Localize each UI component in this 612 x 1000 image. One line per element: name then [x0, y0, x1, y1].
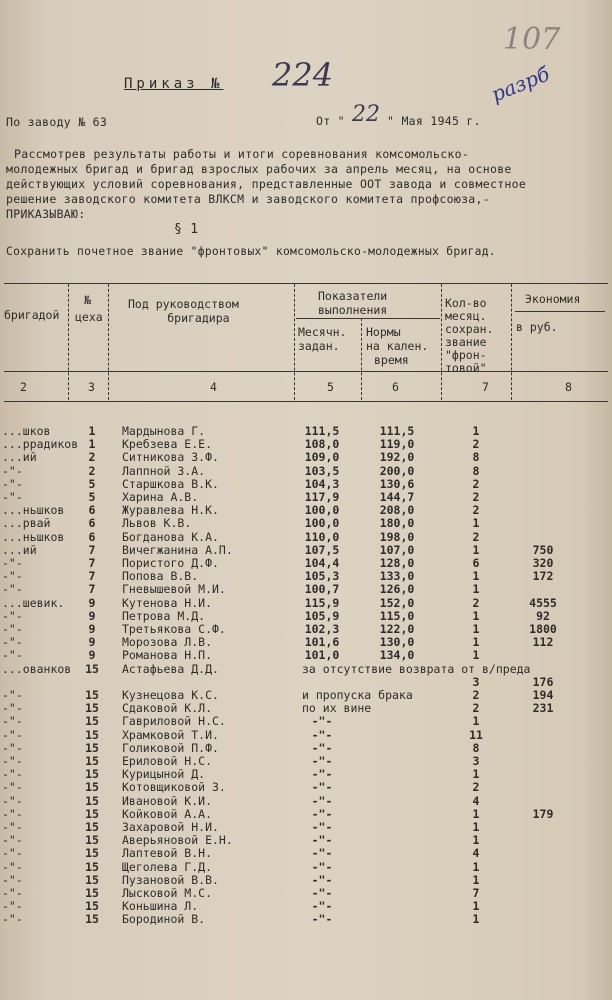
col-separator — [68, 284, 69, 400]
cell-c4: Романова Н.П. — [122, 648, 213, 663]
cell-c6: 152,0 — [379, 595, 415, 610]
cell-c3: 7 — [88, 569, 96, 584]
col-separator — [108, 284, 109, 400]
cell-c6: 107,0 — [379, 542, 415, 557]
cell-c6: 130,0 — [379, 635, 415, 650]
cell-c4: Морозова Л.В. — [122, 635, 213, 650]
order-title: Приказ № — [124, 76, 224, 92]
cell-c7: 1 — [472, 582, 480, 597]
table-row — [0, 820, 612, 833]
cell-c3: 7 — [88, 542, 96, 557]
col-number: 2 — [20, 380, 27, 394]
cell-c7: 1 — [472, 635, 480, 650]
col-separator — [511, 284, 512, 400]
header-monthly-task: Месячн. задан. — [298, 325, 347, 353]
cell-c1: ...шков — [2, 424, 51, 438]
cell-c1: -"- — [2, 806, 23, 821]
cell-c6: 180,0 — [379, 516, 415, 531]
cell-c1: ...шевик. — [2, 595, 65, 610]
cell-c5: -"- — [311, 806, 333, 821]
cell-c5: -"- — [311, 872, 333, 887]
cell-c5: 100,0 — [304, 516, 340, 531]
cell-c4: Журавлева Н.К. — [122, 503, 219, 518]
cell-c4: Астафьева Д.Д. — [122, 661, 219, 676]
cell-c1: -"- — [2, 556, 23, 570]
cell-c4: Кутенова Н.И. — [122, 595, 213, 610]
cell-c6: 208,0 — [379, 503, 415, 518]
cell-c5: 104,4 — [304, 556, 340, 570]
cell-c4: Курицыной Д. — [122, 767, 206, 782]
table-row — [0, 437, 612, 450]
table-row — [0, 648, 612, 661]
cell-c4: Львов К.В. — [122, 516, 192, 531]
cell-c4: Койковой А.А. — [122, 806, 213, 821]
table-row — [0, 622, 612, 635]
cell-c5: 105,3 — [304, 569, 340, 584]
cell-c8: 112 — [532, 635, 554, 650]
cell-note: по их вине — [302, 701, 372, 716]
cell-c7: 2 — [472, 688, 480, 702]
table-row — [0, 477, 612, 490]
cell-c1: ...ованков — [2, 661, 72, 676]
table-row — [0, 860, 612, 873]
cell-c4: Богданова К.А. — [122, 529, 219, 544]
table-row — [0, 714, 612, 727]
cell-c1: -"- — [2, 886, 23, 900]
cell-c8: 176 — [532, 674, 554, 689]
col-number: 7 — [482, 380, 489, 394]
cell-c4: Третьякова С.Ф. — [122, 622, 226, 636]
cell-c3: 15 — [85, 727, 99, 742]
col-number: 3 — [88, 380, 95, 394]
col-number: 4 — [210, 380, 217, 394]
cell-c1: -"- — [2, 872, 23, 887]
table-row — [0, 741, 612, 754]
cell-c4: Кузнецова К.С. — [122, 688, 219, 702]
col-number: 6 — [392, 380, 399, 394]
cell-c1: -"- — [2, 648, 23, 663]
date-day: 22 — [352, 102, 380, 127]
cell-c7: 2 — [472, 476, 480, 491]
cell-c6: 122,0 — [379, 622, 415, 636]
cell-c5: -"- — [311, 793, 333, 808]
cell-c7: 1 — [472, 714, 480, 729]
cell-c4: Лаптевой В.Н. — [122, 846, 213, 861]
cell-c3: 9 — [88, 595, 96, 610]
cell-c5: 115,9 — [304, 595, 340, 610]
cell-c5: -"- — [311, 886, 333, 900]
header-calendar-norms: Нормы на кален. время — [366, 325, 429, 367]
cell-c3: 1 — [88, 424, 96, 438]
cell-c7: 1 — [472, 806, 480, 821]
cell-c4: Ериловой Н.С. — [122, 754, 213, 768]
cell-c3: 15 — [85, 886, 99, 900]
col-separator — [294, 284, 295, 400]
cell-c5: 101,6 — [304, 635, 340, 650]
cell-c3: 6 — [88, 503, 96, 518]
table-row — [0, 490, 612, 503]
cell-c4: Аверьяновой Е.Н. — [122, 833, 233, 848]
cell-c5: 102,3 — [304, 622, 340, 636]
cell-c5: 117,9 — [304, 490, 340, 504]
cell-c8: 231 — [532, 701, 554, 716]
cell-c4: Вичегжанина А.П. — [122, 542, 233, 557]
cell-c1: -"- — [2, 859, 23, 874]
cell-c7: 8 — [472, 740, 480, 755]
cell-note: за отсутствие возврата от в/преда — [302, 661, 531, 676]
cell-c1: -"- — [2, 820, 23, 834]
cell-c5: 101,0 — [304, 648, 340, 663]
cell-c1: ...ньшков — [2, 503, 65, 518]
cell-c6: 198,0 — [379, 529, 415, 544]
cell-c5: 104,3 — [304, 476, 340, 491]
cell-c8: 179 — [532, 806, 554, 821]
cell-c3: 15 — [85, 806, 99, 821]
header-months-kept: Кол-во месяц. сохран. звание "фрон- товой" — [445, 296, 494, 375]
cell-c7: 1 — [472, 569, 480, 584]
cell-c1: ...рвай — [2, 516, 51, 531]
header-bottom-rule — [4, 371, 608, 372]
cell-c3: 15 — [85, 714, 99, 729]
col-number: 8 — [565, 380, 572, 394]
cell-c7: 8 — [472, 450, 480, 465]
cell-c7: 1 — [472, 516, 480, 531]
cell-c7: 7 — [472, 886, 480, 900]
cell-c3: 15 — [85, 701, 99, 716]
cell-c4: Бородиной В. — [122, 912, 206, 927]
preamble-line: ПРИКАЗЫВАЮ: — [6, 207, 86, 221]
cell-c3: 15 — [85, 740, 99, 755]
cell-c7: 1 — [472, 899, 480, 914]
cell-c1: ...ий — [2, 450, 37, 465]
cell-note: и пропуска брака — [302, 688, 413, 702]
cell-c7: 3 — [472, 674, 480, 689]
cell-c5: 107,5 — [304, 542, 340, 557]
cell-c6: 126,0 — [379, 582, 415, 597]
date-suffix: " Мая 1945 г. — [387, 114, 481, 128]
cell-c7: 1 — [472, 608, 480, 623]
cell-c4: Щеголева Г.Д. — [122, 859, 213, 874]
cell-c5: -"- — [311, 899, 333, 914]
cell-c1: -"- — [2, 780, 23, 795]
table-row — [0, 424, 612, 437]
cell-c1: -"- — [2, 622, 23, 636]
cell-c4: Кребзева Е.Е. — [122, 437, 213, 452]
cell-c1: -"- — [2, 476, 23, 491]
subheader-rule — [296, 318, 440, 319]
cell-c1: -"- — [2, 569, 23, 584]
col-separator — [361, 318, 362, 400]
cell-c3: 9 — [88, 608, 96, 623]
cell-c1: -"- — [2, 582, 23, 597]
table-row — [0, 807, 612, 820]
cell-c3: 15 — [85, 661, 99, 676]
cell-c5: 100,0 — [304, 503, 340, 518]
cell-c5: 103,5 — [304, 463, 340, 478]
cell-c7: 1 — [472, 912, 480, 927]
cell-c1: -"- — [2, 912, 23, 927]
cell-c5: -"- — [311, 912, 333, 927]
cell-c7: 4 — [472, 846, 480, 861]
table-row — [0, 833, 612, 846]
cell-c4: Петрова М.Д. — [122, 608, 206, 623]
cell-c7: 2 — [472, 490, 480, 504]
cell-c8: 92 — [536, 608, 550, 623]
cell-c4: Захаровой Н.И. — [122, 820, 219, 834]
table-row — [0, 754, 612, 767]
cell-c7: 1 — [472, 833, 480, 848]
header-shop-label: цеха — [75, 310, 103, 324]
cell-c4: Старшкова В.К. — [122, 476, 219, 491]
table-top-rule — [4, 283, 608, 284]
cell-c5: -"- — [311, 727, 333, 742]
table-row — [0, 464, 612, 477]
cell-c6: 111,5 — [379, 424, 415, 438]
cell-c1: -"- — [2, 727, 23, 742]
cell-c7: 1 — [472, 767, 480, 782]
cell-c3: 15 — [85, 767, 99, 782]
cell-c1: -"- — [2, 688, 23, 702]
plant-label: По заводу № 63 — [6, 115, 108, 129]
archive-number: 107 — [503, 22, 561, 57]
cell-c5: 110,0 — [304, 529, 340, 544]
header-indicators: Показатели выполнения — [318, 289, 388, 317]
cell-c4: Храмковой Т.И. — [122, 727, 219, 742]
cell-c6: 119,0 — [379, 437, 415, 452]
numbers-bottom-rule — [4, 401, 608, 402]
header-savings: Экономия — [525, 292, 581, 306]
cell-c7: 11 — [469, 727, 483, 742]
table-row — [0, 899, 612, 912]
table-row — [0, 662, 612, 675]
cell-c4: Сдаковой К.Л. — [122, 701, 213, 716]
cell-c5: -"- — [311, 767, 333, 782]
cell-c4: Лаппной З.А. — [122, 463, 206, 478]
cell-c4: Гавриловой Н.С. — [122, 714, 226, 729]
cell-c4: Пористого Д.Ф. — [122, 556, 219, 570]
cell-c5: -"- — [311, 754, 333, 768]
section-mark: § 1 — [174, 222, 199, 237]
table-row — [0, 596, 612, 609]
cell-c3: 15 — [85, 912, 99, 927]
preamble-line: действующих условий соревнования, представленные ООТ завода и совместное — [6, 177, 527, 191]
header-brigade: бригадой — [4, 308, 60, 322]
table-row — [0, 794, 612, 807]
cell-c3: 15 — [85, 846, 99, 861]
cell-c7: 2 — [472, 529, 480, 544]
cell-c5: 105,9 — [304, 608, 340, 623]
cell-c5: -"- — [311, 820, 333, 834]
header-savings-unit: в руб. — [516, 320, 558, 334]
cell-c5: -"- — [311, 714, 333, 729]
table-row — [0, 780, 612, 793]
cell-c8: 4555 — [529, 595, 557, 610]
cell-c3: 7 — [88, 556, 96, 570]
table-row — [0, 635, 612, 648]
cell-c7: 2 — [472, 595, 480, 610]
cell-c3: 15 — [85, 872, 99, 887]
preamble-line: Рассмотрев результаты работы и итоги соревнования комсомольско- — [14, 147, 470, 161]
cell-c6: 134,0 — [379, 648, 415, 663]
cell-c4: Попова В.В. — [122, 569, 199, 584]
cell-c7: 2 — [472, 437, 480, 452]
table-row — [0, 873, 612, 886]
table-row — [0, 530, 612, 543]
table-row — [0, 503, 612, 516]
table-row — [0, 886, 612, 899]
cell-c3: 15 — [85, 688, 99, 702]
cell-c1: -"- — [2, 608, 23, 623]
cell-c3: 1 — [88, 437, 96, 452]
cell-c4: Коньшина Л. — [122, 899, 199, 914]
cell-c6: 115,0 — [379, 608, 415, 623]
cell-c3: 15 — [85, 899, 99, 914]
cell-c6: 130,6 — [379, 476, 415, 491]
table-row — [0, 569, 612, 582]
cell-c7: 1 — [472, 859, 480, 874]
table-row — [0, 516, 612, 529]
cell-c3: 15 — [85, 793, 99, 808]
cell-c7: 1 — [472, 542, 480, 557]
cell-c8: 1800 — [529, 622, 557, 636]
cell-c5: -"- — [311, 740, 333, 755]
cell-c5: -"- — [311, 846, 333, 861]
cell-c6: 133,0 — [379, 569, 415, 584]
cell-c4: Ситникова З.Ф. — [122, 450, 219, 465]
cell-c8: 750 — [532, 542, 554, 557]
cell-c6: 144,7 — [379, 490, 415, 504]
cell-c1: -"- — [2, 846, 23, 861]
header-shop-number: № — [84, 293, 91, 307]
cell-c3: 9 — [88, 648, 96, 663]
cell-c7: 2 — [472, 701, 480, 716]
table-row — [0, 688, 612, 701]
cell-c1: -"- — [2, 463, 23, 478]
cell-c3: 15 — [85, 833, 99, 848]
order-number: 224 — [272, 56, 334, 94]
cell-c4: Харина А.В. — [122, 490, 199, 504]
cell-c5: 109,0 — [304, 450, 340, 465]
table-row — [0, 701, 612, 714]
cell-c7: 3 — [472, 754, 480, 768]
cell-c7: 1 — [472, 820, 480, 834]
cell-c1: ...ньшков — [2, 529, 65, 544]
cell-c1: ...ррадиков — [2, 437, 79, 452]
cell-c1: -"- — [2, 714, 23, 729]
cell-c3: 2 — [88, 463, 96, 478]
cell-c3: 15 — [85, 820, 99, 834]
cell-c3: 5 — [88, 476, 96, 491]
cell-c5: -"- — [311, 833, 333, 848]
econ-rule — [515, 311, 605, 312]
cell-c7: 6 — [472, 556, 480, 570]
cell-c1: -"- — [2, 635, 23, 650]
cell-c5: -"- — [311, 780, 333, 795]
cell-c1: -"- — [2, 899, 23, 914]
cell-c7: 2 — [472, 780, 480, 795]
cell-c8: 194 — [532, 688, 554, 702]
cell-c3: 2 — [88, 450, 96, 465]
cell-c5: 100,7 — [304, 582, 340, 597]
cell-c3: 9 — [88, 635, 96, 650]
col-separator — [441, 284, 442, 400]
cell-c4: Котовщиковой З. — [122, 780, 226, 795]
annotation: разрб — [487, 61, 553, 107]
table-row — [0, 728, 612, 741]
cell-c5: 111,5 — [304, 424, 340, 438]
section-text: Сохранить почетное звание "фронтовых" комсомольско-молодежных бригад. — [6, 245, 496, 258]
table-row — [0, 675, 612, 688]
cell-c3: 15 — [85, 754, 99, 768]
cell-c4: Голиковой П.Ф. — [122, 740, 219, 755]
cell-c4: Лысковой М.С. — [122, 886, 213, 900]
cell-c7: 2 — [472, 503, 480, 518]
cell-c7: 4 — [472, 793, 480, 808]
cell-c8: 320 — [532, 556, 554, 570]
date-prefix: От " — [316, 114, 345, 128]
table-row — [0, 767, 612, 780]
table-row — [0, 450, 612, 463]
table-row — [0, 609, 612, 622]
cell-c7: 8 — [472, 463, 480, 478]
header-leader: Под руководством бригадира — [128, 297, 239, 325]
cell-c5: 108,0 — [304, 437, 340, 452]
cell-c3: 5 — [88, 490, 96, 504]
cell-c1: -"- — [2, 740, 23, 755]
cell-c7: 1 — [472, 622, 480, 636]
cell-c1: -"- — [2, 490, 23, 504]
cell-c8: 172 — [532, 569, 554, 584]
cell-c4: Гневышевой М.И. — [122, 582, 226, 597]
cell-c3: 6 — [88, 516, 96, 531]
cell-c3: 7 — [88, 582, 96, 597]
cell-c7: 1 — [472, 648, 480, 663]
cell-c5: -"- — [311, 859, 333, 874]
cell-c1: -"- — [2, 833, 23, 848]
cell-c7: 1 — [472, 872, 480, 887]
cell-c1: -"- — [2, 793, 23, 808]
cell-c6: 128,0 — [379, 556, 415, 570]
cell-c1: -"- — [2, 754, 23, 768]
cell-c1: ...ий — [2, 542, 37, 557]
col-number: 5 — [327, 380, 334, 394]
cell-c4: Пузановой В.В. — [122, 872, 219, 887]
table-row — [0, 543, 612, 556]
table-row — [0, 556, 612, 569]
cell-c3: 9 — [88, 622, 96, 636]
cell-c4: Ивановой К.И. — [122, 793, 213, 808]
cell-c6: 192,0 — [379, 450, 415, 465]
preamble-line: решение заводского комитета ВЛКСМ и заводского комитета профсоюза,- — [6, 192, 490, 206]
cell-c4: Мардынова Г. — [122, 424, 206, 438]
cell-c7: 1 — [472, 424, 480, 438]
cell-c3: 15 — [85, 859, 99, 874]
preamble-line: молодежных бригад и бригад взрослых рабочих за апрель месяц, на основе — [6, 162, 512, 176]
cell-c1: -"- — [2, 767, 23, 782]
table-row — [0, 582, 612, 595]
table-row — [0, 846, 612, 859]
cell-c1: -"- — [2, 701, 23, 716]
cell-c3: 6 — [88, 529, 96, 544]
table-row — [0, 912, 612, 925]
cell-c3: 15 — [85, 780, 99, 795]
cell-c6: 200,0 — [379, 463, 415, 478]
